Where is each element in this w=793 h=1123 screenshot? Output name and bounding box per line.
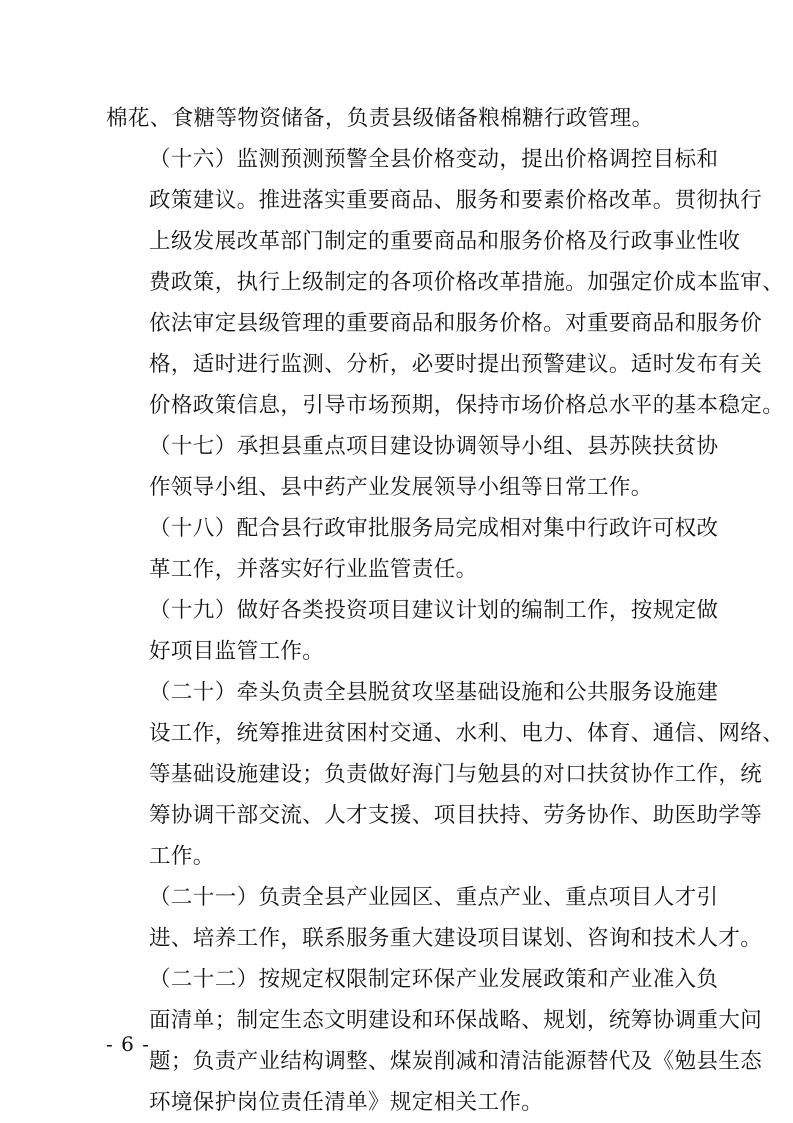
text-line: 费政策，执行上级制定的各项价格改革措施。加强定价成本监审、 xyxy=(149,270,785,295)
text-line: 棉花、食糖等物资储备，负责县级储备粮棉糖行政管理。 xyxy=(106,106,654,131)
paragraph-item-22 xyxy=(106,959,763,1123)
paragraph-item-19 xyxy=(106,590,719,672)
text-line: 面清单；制定生态文明建设和环保战略、规划，统筹协调重大问 xyxy=(149,1008,763,1033)
text-line: 工作。 xyxy=(149,844,215,869)
text-line: 设工作，统筹推进贫困村交通、水利、电力、体育、通信、网络、 xyxy=(149,721,785,746)
text-line: 等基础设施建设；负责做好海门与勉县的对口扶贫协作工作，统 xyxy=(149,762,763,787)
text-line: （十七）承担县重点项目建设协调领导小组、县苏陕扶贫协 xyxy=(149,434,719,459)
text-line: 作领导小组、县中药产业发展领导小组等日常工作。 xyxy=(149,475,653,500)
text-line: 上级发展改革部门制定的重要商品和服务价格及行政事业性收 xyxy=(149,229,741,254)
text-line: （十九）做好各类投资项目建议计划的编制工作，按规定做 xyxy=(149,598,719,623)
text-line: （二十一）负责全县产业园区、重点产业、重点项目人才引 xyxy=(149,885,719,910)
paragraph-intro xyxy=(106,98,702,139)
text-line: 依法审定县级管理的重要商品和服务价格。对重要商品和服务价 xyxy=(149,311,763,336)
text-line: （十八）配合县行政审批服务局完成相对集中行政许可权改 xyxy=(149,516,719,541)
page-number: - 6 - xyxy=(106,1032,150,1056)
paragraph-item-20 xyxy=(106,672,785,877)
text-line: 格，适时进行监测、分析，必要时提出预警建议。适时发布有关 xyxy=(149,352,763,377)
text-line: 环境保护岗位责任清单》规定相关工作。 xyxy=(149,1090,544,1115)
paragraph-item-16 xyxy=(106,139,785,426)
paragraph-item-17 xyxy=(106,426,719,508)
text-line: 政策建议。推进落实重要商品、服务和要素价格改革。贯彻执行 xyxy=(149,188,763,213)
text-line: （二十）牵头负责全县脱贫攻坚基础设施和公共服务设施建 xyxy=(149,680,719,705)
text-line: （二十二）按规定权限制定环保产业发展政策和产业准入负 xyxy=(149,967,719,992)
paragraph-item-21 xyxy=(106,877,763,959)
text-line: 进、培养工作，联系服务重大建设项目谋划、咨询和技术人才。 xyxy=(149,926,763,951)
text-line: 价格政策信息，引导市场预期，保持市场价格总水平的基本稳定。 xyxy=(149,393,785,418)
text-line: 题；负责产业结构调整、煤炭削减和清洁能源替代及《勉县生态 xyxy=(149,1049,763,1074)
paragraph-item-18 xyxy=(106,508,719,590)
text-line: 好项目监管工作。 xyxy=(149,639,325,664)
text-line: 革工作，并落实好行业监管责任。 xyxy=(149,557,478,582)
text-line: 筹协调干部交流、人才支援、项目扶持、劳务协作、助医助学等 xyxy=(149,803,763,828)
document-body xyxy=(106,98,785,1123)
text-line: （十六）监测预测预警全县价格变动，提出价格调控目标和 xyxy=(149,147,719,172)
